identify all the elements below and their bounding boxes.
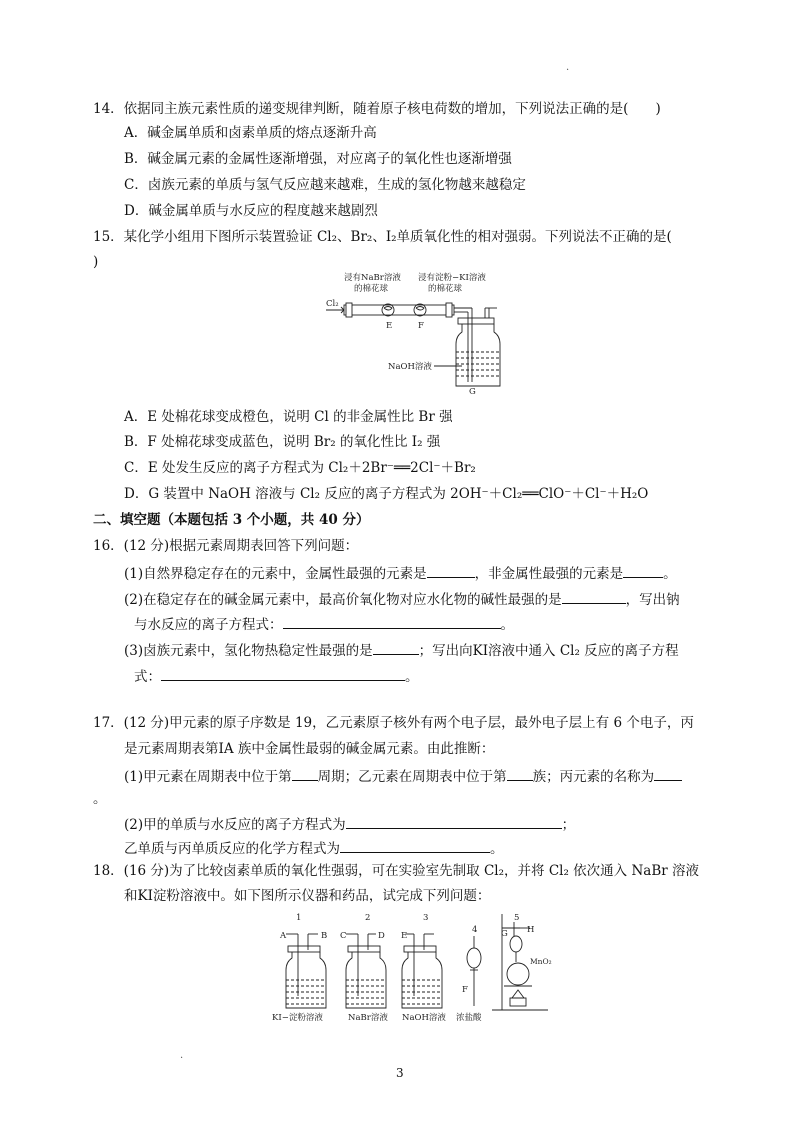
q16-p3-text-b: ；写出向KI溶液中通入 Cl₂ 反应的离子方程: [418, 643, 679, 659]
fig18-label-c: C: [340, 931, 347, 941]
fig15-nabr-label-2: 的棉花球: [354, 284, 389, 294]
fig18-bottle-2-label: NaBr溶液: [348, 1013, 388, 1023]
q17-blank-4[interactable]: [346, 814, 562, 829]
q15-option-b: B．F 处棉花球变成蓝色，说明 Br₂ 的氧化性比 I₂ 强: [124, 434, 441, 450]
q17-p3-text-a: 乙单质与丙单质反应的化学方程式为: [124, 841, 340, 857]
q16-blank-6[interactable]: [161, 666, 405, 681]
q16-part-3: [124, 640, 679, 660]
q16-blank-2[interactable]: [623, 563, 663, 578]
q17-blank-2[interactable]: [507, 766, 533, 781]
q14-stem: 14．依据同主族元素性质的递变规律判断，随着原子核电荷数的增加，下列说法正确的是( ): [93, 101, 661, 117]
q16-blank-3[interactable]: [562, 589, 626, 604]
q17-blank-1[interactable]: [292, 766, 318, 781]
q18-apparatus-figure: [268, 908, 554, 1024]
q15-stem-paren: ): [93, 254, 99, 270]
q17-part-1: [124, 766, 682, 786]
fig15-g-label: G: [469, 387, 476, 397]
q16-blank-1[interactable]: [427, 563, 475, 578]
q16-p3-text-c: 式：: [134, 669, 161, 685]
q16-blank-4[interactable]: [283, 614, 501, 629]
q15-option-a: A．E 处棉花球变成橙色，说明 Cl 的非金属性比 Br 强: [124, 409, 453, 425]
fig15-nabr-label: 浸有NaBr溶液: [344, 273, 401, 283]
q16-p3-text-d: 。: [405, 669, 419, 685]
fig18-bottle-3-label: NaOH溶液: [402, 1013, 446, 1023]
page-number: 3: [396, 1066, 404, 1080]
fig18-bottle-1-label: KI−淀粉溶液: [272, 1013, 323, 1023]
q15-option-c: C．E 处发生反应的离子方程式为 Cl₂＋2Br⁻══2Cl⁻＋Br₂: [124, 460, 476, 476]
fig18-label-mno2: MnO₂: [530, 957, 552, 966]
q17-p2-text-a: (2)甲的单质与水反应的离子方程式为: [124, 817, 346, 833]
q17-blank-5[interactable]: [340, 838, 490, 853]
q14-option-d: D．碱金属单质与水反应的程度越来越剧烈: [124, 203, 378, 219]
q17-blank-3[interactable]: [654, 766, 682, 781]
q14-option-a: A．碱金属单质和卤素单质的熔点逐渐升高: [124, 125, 377, 141]
q16-p3-text-a: (3)卤族元素中，氢化物热稳定性最强的是: [124, 643, 373, 659]
fig18-label-d: D: [378, 931, 385, 941]
fig18-num-2: 2: [365, 913, 371, 923]
fig18-label-a: A: [280, 931, 287, 941]
fig18-label-e: E: [401, 931, 408, 941]
q17-p2-text-b: ；: [561, 817, 576, 833]
q17-stem-cont: 是元素周期表第ⅠA 族中金属性最弱的碱金属元素。由此推断：: [124, 741, 495, 757]
q16-p1-text-a: (1)自然界稳定存在的元素中，金属性最强的元素是: [124, 566, 427, 582]
q15-option-d: D．G 装置中 NaOH 溶液与 Cl₂ 反应的离子方程式为 2OH⁻＋Cl₂══ClO⁻＋Cl⁻＋H₂O: [124, 486, 649, 502]
fig15-ki-label: 浸有淀粉−KI溶液: [418, 273, 486, 283]
fig18-label-f: F: [462, 985, 468, 995]
q16-part-1: [124, 563, 677, 583]
q15-stem: 15．某化学小组用下图所示装置验证 Cl₂、Br₂、I₂单质氧化性的相对强弱。下列说法不正确的是(: [93, 229, 672, 245]
q16-p1-text-b: ，非金属性最强的元素是: [474, 566, 624, 582]
fig15-ki-label-2: 的棉花球: [428, 284, 463, 294]
fig15-e-label: E: [386, 321, 393, 331]
scan-dot: .: [566, 62, 570, 73]
q17-p1-text-b: 周期；乙元素在周期表中位于第: [317, 769, 507, 785]
q17-part-2: [124, 814, 575, 834]
q17-part-1-end: 。: [93, 791, 107, 807]
fig15-f-label: F: [418, 321, 424, 331]
q16-stem: 16．(12 分)根据元素周期表回答下列问题：: [93, 538, 359, 554]
q15-apparatus-figure: [322, 270, 512, 398]
fig18-label-h: H: [527, 925, 535, 935]
q16-p2-text-d: 。: [500, 617, 514, 633]
fig15-naoh-label: NaOH溶液: [388, 362, 432, 372]
q18-stem-cont: 和KI淀粉溶液中。如下图所示仪器和药品，试完成下列问题：: [124, 888, 491, 904]
fig18-label-b: B: [321, 931, 328, 941]
q17-stem: 17．(12 分)甲元素的原子序数是 19，乙元素原子核外有两个电子层，最外电子层上有 6 个电子，丙: [93, 715, 694, 731]
q17-p3-text-b: 。: [490, 841, 504, 857]
fig15-cl2-label: Cl₂: [326, 299, 339, 309]
q16-part-2: [124, 589, 680, 609]
q16-part-2-cont: [134, 614, 514, 634]
section-heading: 二、填空题（本题包括 3 个小题，共 40 分）: [93, 512, 370, 528]
q16-part-3-cont: [134, 666, 419, 686]
fig18-funnel-label: 浓盐酸: [456, 1013, 482, 1023]
q17-p1-text-c: 族；丙元素的名称为: [532, 769, 655, 785]
q16-p1-text-c: 。: [663, 566, 677, 582]
fig18-num-5: 5: [514, 913, 520, 923]
scan-dot: .: [180, 1050, 184, 1061]
fig18-num-3: 3: [423, 913, 429, 923]
q17-part-3: [124, 838, 504, 858]
fig18-num-4: 4: [472, 925, 478, 935]
q16-p2-text-c: 与水反应的离子方程式：: [134, 617, 283, 633]
q14-option-b: B．碱金属元素的金属性逐渐增强，对应离子的氧化性也逐渐增强: [124, 151, 512, 167]
q14-option-c: C．卤族元素的单质与氢气反应越来越难，生成的氢化物越来越稳定: [124, 177, 526, 193]
fig18-num-1: 1: [296, 913, 302, 923]
q17-p1-text-a: (1)甲元素在周期表中位于第: [124, 769, 292, 785]
q16-p2-text-a: (2)在稳定存在的碱金属元素中，最高价氧化物对应水化物的碱性最强的是: [124, 592, 562, 608]
q16-blank-5[interactable]: [373, 640, 419, 655]
q16-p2-text-b: ，写出钠: [625, 592, 680, 608]
q18-stem: 18．(16 分)为了比较卤素单质的氧化性强弱，可在实验室先制取 Cl₂，并将 Cl₂ 依次通入 NaBr 溶液: [93, 863, 699, 879]
fig18-label-g: G: [501, 929, 508, 939]
